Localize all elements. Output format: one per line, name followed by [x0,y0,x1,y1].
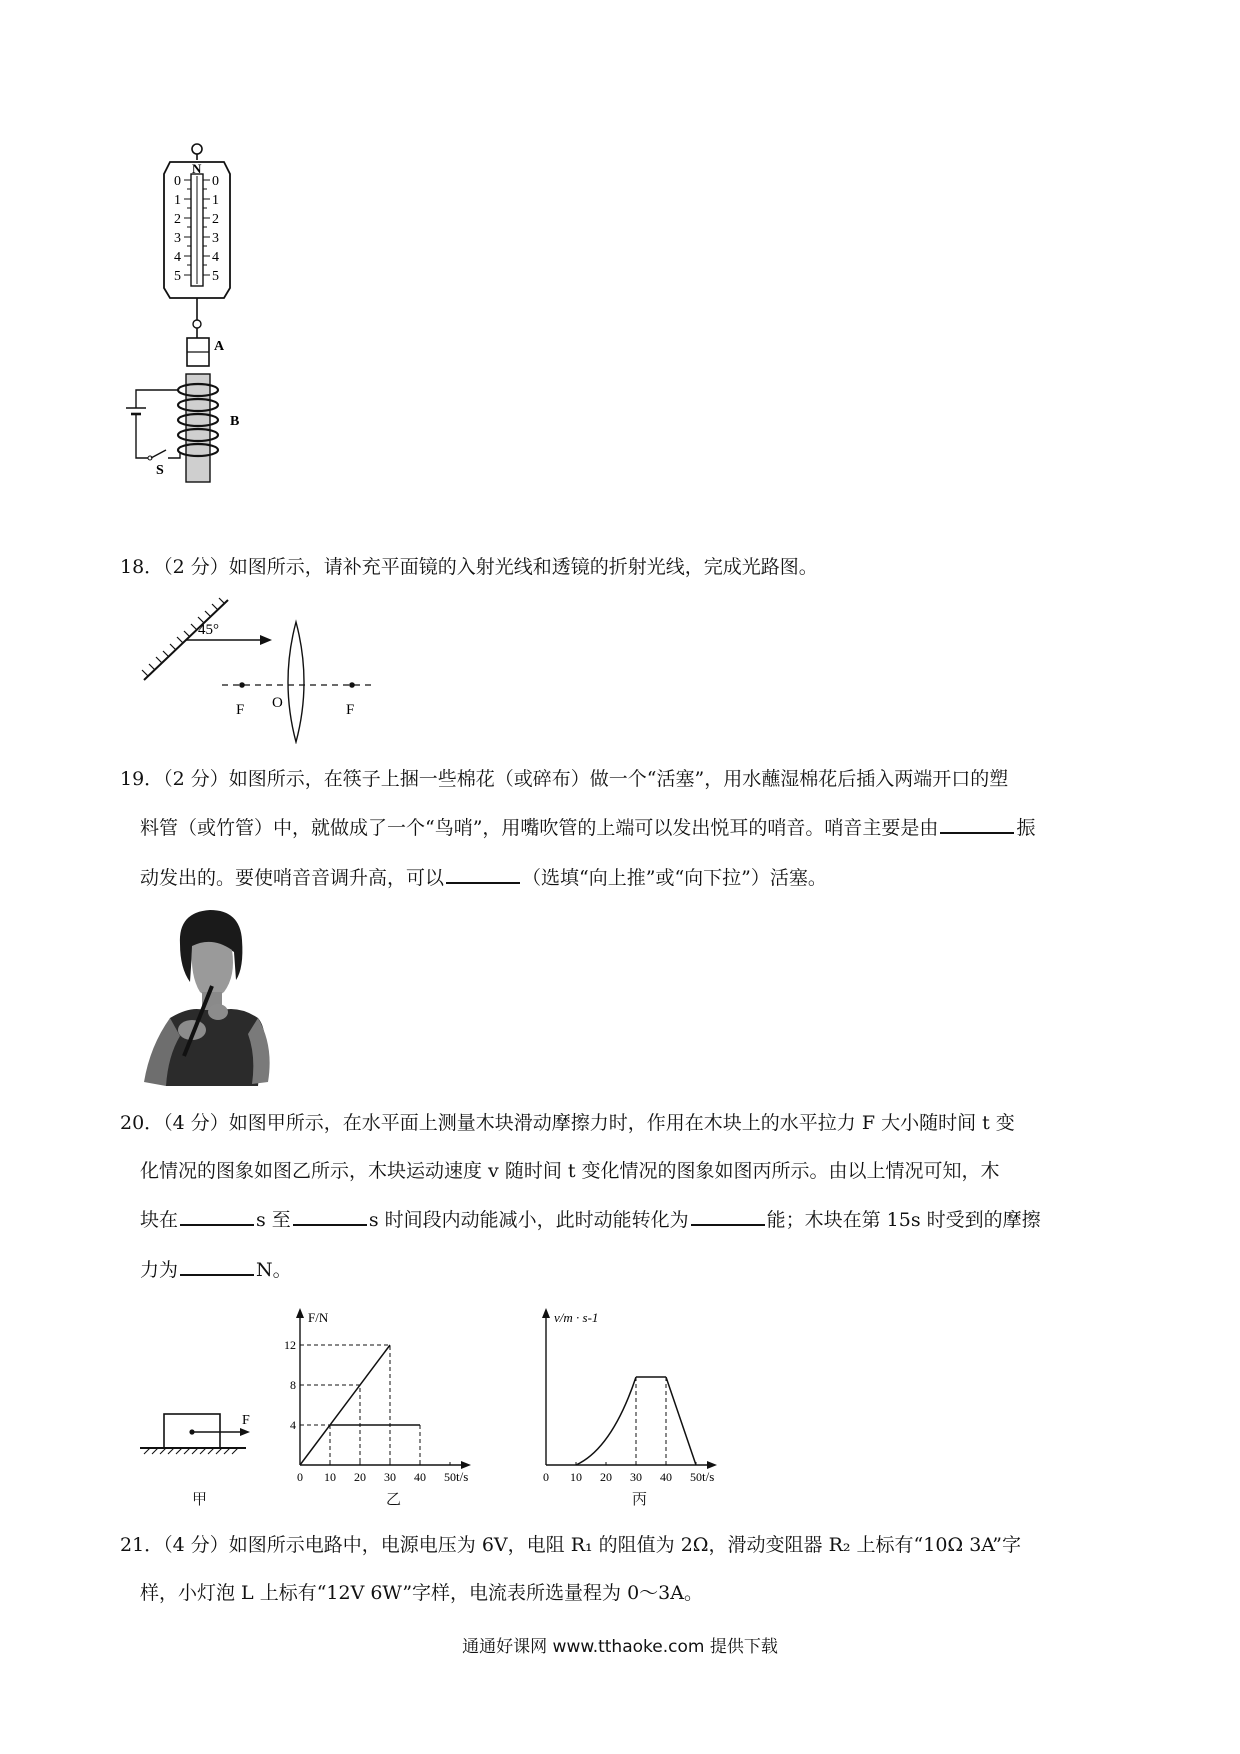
scale-unit: N [192,161,202,176]
q20-line4 [140,1256,292,1283]
x-tick-label: 30 [384,1470,396,1484]
scale-mark: 4 [212,250,219,265]
center-label: O [272,695,283,711]
scale-marks-left [174,174,181,284]
y-axis-label: v/m · s-1 [554,1310,599,1325]
x-tick-label: 10 [324,1470,336,1484]
label-a: A [214,339,225,354]
angle-label: 45° [198,622,219,638]
q19-line2-text: 料管（或竹管）中，就做成了一个“鸟哨”，用嘴吹管的上端可以发出悦耳的哨音。哨音主要是由 [140,817,939,839]
velocity-decel-line [666,1377,696,1465]
q19-line1: 19．（2 分）如图所示，在筷子上捆一些棉花（或碎布）做一个“活塞”，用水蘸湿棉花后插入两端开口的塑 [120,768,1009,790]
q20-line3-text: 能；木块在第 15s 时受到的摩擦 [766,1209,1041,1231]
velocity-time-chart [526,1300,766,1485]
answer-blank[interactable] [940,814,1014,834]
answer-blank[interactable] [446,864,520,884]
y-tick-label: 8 [290,1378,296,1392]
force-label: F [242,1413,250,1428]
caption-yi: 乙 [386,1490,402,1508]
scale-mark: 3 [212,231,219,246]
q20-line3 [140,1206,1041,1233]
x-axis-label: t/s [456,1469,469,1484]
q20-line3-text: s 时间段内动能减小，此时动能转化为 [368,1209,689,1231]
scale-mark: 1 [212,193,219,208]
y-axis-arrow [542,1308,550,1318]
x-tick-label: 50 [690,1470,702,1484]
scale-marks-right [212,174,219,284]
x-tick-label: 20 [600,1470,612,1484]
q19-line2 [140,814,1035,841]
q20-line1: 20．（4 分）如图甲所示，在水平面上测量木块滑动摩擦力时，作用在木块上的水平拉力 F 大小随时间 t 变 [120,1112,1015,1134]
caption-jia: 甲 [192,1490,208,1508]
x-tick-label: 20 [354,1470,366,1484]
block-on-surface-figure [140,1398,260,1468]
scale-mark: 2 [212,212,219,227]
x-tick-label: 40 [414,1470,426,1484]
q21-line1: 21．（4 分）如图所示电路中，电源电压为 6V，电阻 R₁ 的阻值为 2Ω，滑动变阻器 R₂ 上标有“10Ω 3A”字 [120,1534,1021,1556]
q18-text: 18．（2 分）如图所示，请补充平面镜的入射光线和透镜的折射光线，完成光路图。 [120,556,818,578]
q20-line3-text: 块在 [140,1209,179,1231]
scale-mark: 5 [212,269,219,284]
x-axis-arrow [707,1461,717,1469]
mirror-lens-figure [138,592,378,744]
x-tick-label: 0 [543,1470,549,1484]
answer-blank[interactable] [180,1206,254,1226]
q20-line4-end: N。 [256,1259,292,1281]
velocity-curve [576,1377,636,1465]
spring-scale-electromagnet-figure [120,140,290,485]
force-ramp-line [300,1345,390,1465]
label-s: S [156,463,164,478]
y-tick-label: 4 [290,1418,296,1432]
force-time-chart [280,1300,520,1485]
q19-line3-end: （选填“向上推”或“向下拉”）活塞。 [522,867,827,889]
x-axis-arrow [461,1461,471,1469]
q20-line4-text: 力为 [140,1259,179,1281]
x-tick-label: 30 [630,1470,642,1484]
q21-line2: 样，小灯泡 L 上标有“12V 6W”字样，电流表所选量程为 0～3A。 [140,1582,703,1604]
q19-line3-text: 动发出的。要使哨音音调升高，可以 [140,867,445,889]
x-tick-label: 0 [297,1470,303,1484]
answer-blank[interactable] [180,1256,254,1276]
scale-mark: 4 [174,250,181,265]
y-axis-arrow [296,1308,304,1318]
q20-line2: 化情况的图象如图乙所示，木块运动速度 v 随时间 t 变化情况的图象如图丙所示。由以上情况可知，木 [140,1160,1000,1182]
scale-mark: 3 [174,231,181,246]
answer-blank[interactable] [293,1206,367,1226]
x-tick-label: 50 [444,1470,456,1484]
scale-mark: 0 [174,174,181,189]
girl-blowing-whistle-photo [140,906,276,1086]
label-b: B [230,414,240,429]
page-footer: 通通好课网 www.tthaoke.com 提供下载 [462,1637,778,1657]
scale-mark: 2 [174,212,181,227]
q19-line3 [140,864,827,891]
scale-mark: 5 [174,269,181,284]
x-tick-label: 40 [660,1470,672,1484]
answer-blank[interactable] [691,1206,765,1226]
q20-line3-text: s 至 [256,1209,291,1231]
y-tick-label: 12 [284,1338,296,1352]
scale-mark: 1 [174,193,181,208]
x-axis-label: t/s [702,1469,715,1484]
focus-right-label: F [346,702,355,718]
x-tick-label: 10 [570,1470,582,1484]
y-axis-label: F/N [308,1310,329,1325]
q19-line2-end: 振 [1016,817,1036,839]
scale-mark: 0 [212,174,219,189]
caption-bing: 丙 [632,1490,648,1508]
focus-left-label: F [236,702,245,718]
